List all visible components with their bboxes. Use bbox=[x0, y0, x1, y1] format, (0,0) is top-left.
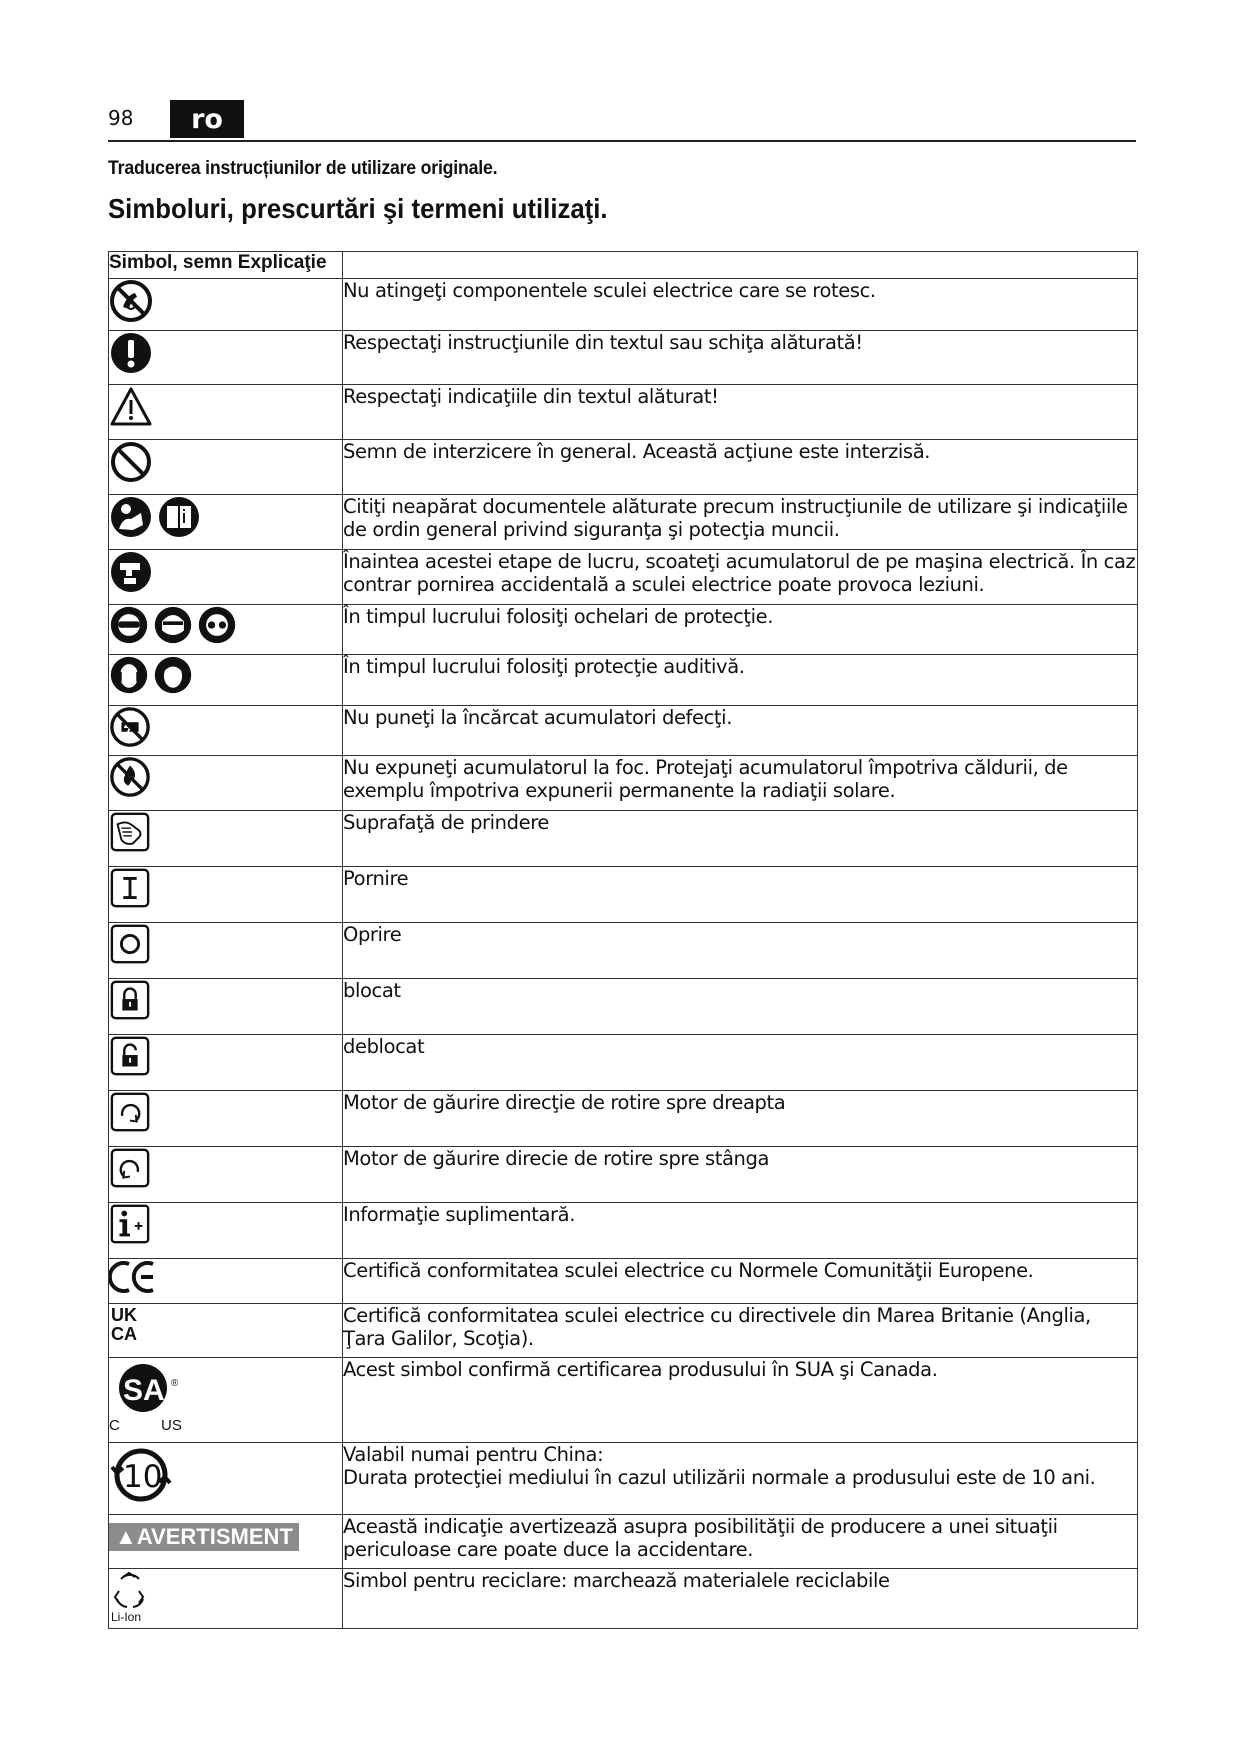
row-text: Nu expuneţi acumulatorul la foc. Protejaţi acumulatorul împotriva căldurii, de exemplu împotriva expunerii permanente la radiaţii solare. bbox=[343, 756, 1138, 811]
ukca-bottom-text: CA bbox=[111, 1324, 137, 1344]
prohibition-icon bbox=[109, 440, 153, 484]
row-text: deblocat bbox=[343, 1035, 1138, 1091]
row-text: Suprafaţă de prindere bbox=[343, 811, 1138, 867]
row-text: Simbol pentru reciclare: marchează materialele reciclabile bbox=[343, 1569, 1138, 1629]
safety-glasses-icon bbox=[197, 605, 237, 645]
row-text: Semn de interzicere în general. Această acţiune este interzisă. bbox=[343, 440, 1138, 495]
rotation-right-icon bbox=[109, 1091, 151, 1133]
ce-mark-icon bbox=[109, 1259, 157, 1295]
svg-text:SA: SA bbox=[123, 1374, 165, 1407]
row-text: Certifică conformitatea sculei electrice cu directivele din Marea Britanie (Anglia, Ţara Galilor, Scoţia). bbox=[343, 1304, 1138, 1358]
row-text: Această indicaţie avertizează asupra posibilităţii de producere a unei situaţii periculoase care poate duce la accidentare. bbox=[343, 1515, 1138, 1569]
row-text: blocat bbox=[343, 979, 1138, 1035]
table-row bbox=[109, 867, 1138, 923]
explanation-column-header bbox=[343, 252, 1138, 279]
gripping-surface-icon bbox=[109, 811, 151, 853]
table-row bbox=[109, 605, 1138, 655]
table-row bbox=[109, 440, 1138, 495]
read-documents-icon bbox=[157, 495, 201, 539]
row-text: Motor de găurire direcie de rotire spre stânga bbox=[343, 1147, 1138, 1203]
table-row bbox=[109, 1569, 1138, 1629]
svg-text:®: ® bbox=[171, 1378, 179, 1389]
table-row bbox=[109, 279, 1138, 331]
row-text: Acest simbol confirmă certificarea produsului în SUA şi Canada. bbox=[343, 1358, 1138, 1443]
language-tab: ro bbox=[170, 100, 244, 138]
row-text: Înaintea acestei etape de lucru, scoateţi acumulatorul de pe maşina electrică. În caz contrar pornirea accidentală a sculei electrice poate provoca leziuni. bbox=[343, 550, 1138, 605]
china-efup-10-icon bbox=[109, 1443, 173, 1507]
document-subtitle: Traducerea instrucțiunilor de utilizare originale. bbox=[108, 158, 498, 179]
table-row bbox=[109, 979, 1138, 1035]
unlocked-icon bbox=[109, 1035, 151, 1077]
page-header bbox=[108, 100, 1136, 142]
table-row bbox=[109, 655, 1138, 706]
no-fire-battery-icon bbox=[109, 756, 151, 798]
table-row bbox=[109, 331, 1138, 385]
row-text: În timpul lucrului folosiţi protecţie auditivă. bbox=[343, 655, 1138, 706]
table-row bbox=[109, 756, 1138, 811]
recycling-li-ion-icon bbox=[109, 1569, 153, 1623]
power-on-icon bbox=[109, 867, 151, 909]
csa-c-text: C bbox=[109, 1417, 120, 1434]
safety-goggles-icon bbox=[109, 605, 149, 645]
page-title: Simboluri, prescurtări şi termeni utilizaţi. bbox=[108, 193, 608, 224]
table-row bbox=[109, 495, 1138, 550]
rotation-left-icon bbox=[109, 1147, 151, 1189]
table-row bbox=[109, 923, 1138, 979]
locked-icon bbox=[109, 979, 151, 1021]
additional-info-icon bbox=[109, 1203, 151, 1245]
ear-protection-alt-icon bbox=[153, 655, 193, 695]
row-text: Citiţi neapărat documentele alăturate precum instrucţiunile de utilizare şi indicaţiile de ordin general privind siguranţa şi potecţia muncii. bbox=[343, 495, 1138, 550]
row-text: Respectaţi indicaţiile din textul alăturat! bbox=[343, 385, 1138, 440]
ukca-top-text: UK bbox=[111, 1305, 137, 1325]
table-row bbox=[109, 1091, 1138, 1147]
warning-label-text: AVERTISMENT bbox=[136, 1524, 293, 1549]
table-row bbox=[109, 550, 1138, 605]
symbols-table bbox=[108, 251, 1138, 1629]
table-row bbox=[109, 1147, 1138, 1203]
table-row bbox=[109, 811, 1138, 867]
row-text: Informaţie suplimentară. bbox=[343, 1203, 1138, 1259]
row-text: Nu atingeţi componentele sculei electrice care se rotesc. bbox=[343, 279, 1138, 331]
row-text: În timpul lucrului folosiţi ochelari de protecţie. bbox=[343, 605, 1138, 655]
efup-number-text: 10 bbox=[123, 1459, 163, 1495]
face-shield-icon bbox=[153, 605, 193, 645]
csa-mark-icon bbox=[109, 1358, 193, 1434]
li-ion-text: Li-Ion bbox=[111, 1610, 142, 1623]
row-text: Oprire bbox=[343, 923, 1138, 979]
row-text: Pornire bbox=[343, 867, 1138, 923]
table-row bbox=[109, 1304, 1138, 1358]
table-row bbox=[109, 706, 1138, 756]
csa-us-text: US bbox=[161, 1417, 182, 1434]
table-row bbox=[109, 1443, 1138, 1515]
table-row bbox=[109, 1358, 1138, 1443]
row-text: Certifică conformitatea sculei electrice cu Normele Comunităţii Europene. bbox=[343, 1259, 1138, 1304]
row-text: Respectaţi instrucţiunile din textul sau schiţa alăturată! bbox=[343, 331, 1138, 385]
ukca-mark-icon bbox=[109, 1304, 149, 1344]
table-row bbox=[109, 1515, 1138, 1569]
warning-label-icon: ▲AVERTISMENT bbox=[109, 1523, 299, 1551]
table-row bbox=[109, 1203, 1138, 1259]
read-manual-icon bbox=[109, 495, 153, 539]
no-charging-defective-battery-icon bbox=[109, 706, 151, 748]
row-text: Valabil numai pentru China: Durata protecţiei mediului în cazul utilizării normale a produsului este de 10 ani. bbox=[343, 1443, 1138, 1515]
mandatory-instruction-icon bbox=[109, 331, 153, 375]
symbol-column-header: Simbol, semn Explicaţie bbox=[109, 252, 343, 279]
page-number: 98 bbox=[108, 106, 134, 130]
table-header-row bbox=[109, 252, 1138, 279]
row-text: Nu puneţi la încărcat acumulatori defecţi. bbox=[343, 706, 1138, 756]
ear-protection-icon bbox=[109, 655, 149, 695]
no-touch-rotating-icon bbox=[109, 279, 153, 323]
remove-battery-icon bbox=[109, 550, 153, 594]
table-row bbox=[109, 1035, 1138, 1091]
table-row bbox=[109, 1259, 1138, 1304]
power-off-icon bbox=[109, 923, 151, 965]
table-row bbox=[109, 385, 1138, 440]
warning-triangle-icon bbox=[109, 385, 153, 429]
row-text: Motor de găurire direcţie de rotire spre dreapta bbox=[343, 1091, 1138, 1147]
